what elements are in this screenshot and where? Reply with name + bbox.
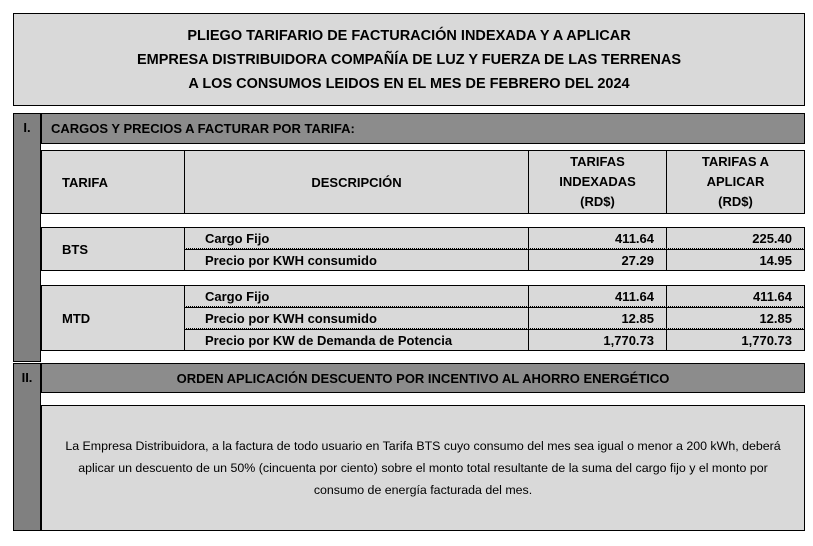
header-line-3: A LOS CONSUMOS LEIDOS EN EL MES DE FEBRERO DEL 2024 — [188, 75, 630, 92]
tarifa-bts-label: BTS — [41, 227, 185, 271]
table-cell-indexada: 12.85 — [528, 307, 667, 329]
table-cell-indexada: 411.64 — [528, 285, 667, 307]
col-header-tarifas-aplicar: TARIFAS A APLICAR (RD$) — [666, 150, 805, 214]
table-row: Cargo Fijo — [184, 285, 529, 307]
col-header-descripcion: DESCRIPCIÓN — [184, 150, 529, 214]
section-1-title: CARGOS Y PRECIOS A FACTURAR POR TARIFA: — [51, 121, 355, 136]
table-cell-aplicar: 225.40 — [666, 227, 805, 249]
table-cell-indexada: 1,770.73 — [528, 329, 667, 351]
section-2-title: ORDEN APLICACIÓN DESCUENTO POR INCENTIVO AL AHORRO ENERGÉTICO — [176, 370, 670, 386]
tarifa-mtd-label: MTD — [41, 285, 185, 351]
table-cell-aplicar: 14.95 — [666, 249, 805, 271]
table-cell-indexada: 411.64 — [528, 227, 667, 249]
section-2-body-text: La Empresa Distribuidora, a la factura de todo usuario en Tarifa BTS cuyo consumo del mes sea igual o menor a 200 kWh, deberá aplicar un descuento de un 50% (cincuenta por ciento) sobre el monto total resultante de la suma del cargo fijo y el monto por consumo de energía facturada del mes. — [41, 405, 805, 531]
table-row: Precio por KWH consumido — [184, 249, 529, 271]
table-cell-aplicar: 1,770.73 — [666, 329, 805, 351]
section-1-title-bar — [41, 113, 805, 144]
header-line-2: EMPRESA DISTRIBUIDORA COMPAÑÍA DE LUZ Y FUERZA DE LAS TERRENAS — [136, 51, 682, 68]
document-header — [13, 13, 805, 106]
section-2-gutter — [13, 363, 41, 531]
section-1-number: I. — [23, 120, 31, 135]
col-header-tarifa: TARIFA — [41, 150, 185, 214]
header-line-1: PLIEGO TARIFARIO DE FACTURACIÓN INDEXADA Y A APLICAR — [187, 27, 631, 44]
table-row: Cargo Fijo — [184, 227, 529, 249]
table-cell-indexada: 27.29 — [528, 249, 667, 271]
col-header-tarifas-indexadas: TARIFAS INDEXADAS (RD$) — [528, 150, 667, 214]
table-row: Precio por KWH consumido — [184, 307, 529, 329]
table-cell-aplicar: 411.64 — [666, 285, 805, 307]
section-2-title-bar — [41, 363, 805, 393]
table-row: Precio por KW de Demanda de Potencia — [184, 329, 529, 351]
section-2-number: II. — [21, 370, 33, 385]
section-1-gutter — [13, 113, 41, 362]
table-cell-aplicar: 12.85 — [666, 307, 805, 329]
